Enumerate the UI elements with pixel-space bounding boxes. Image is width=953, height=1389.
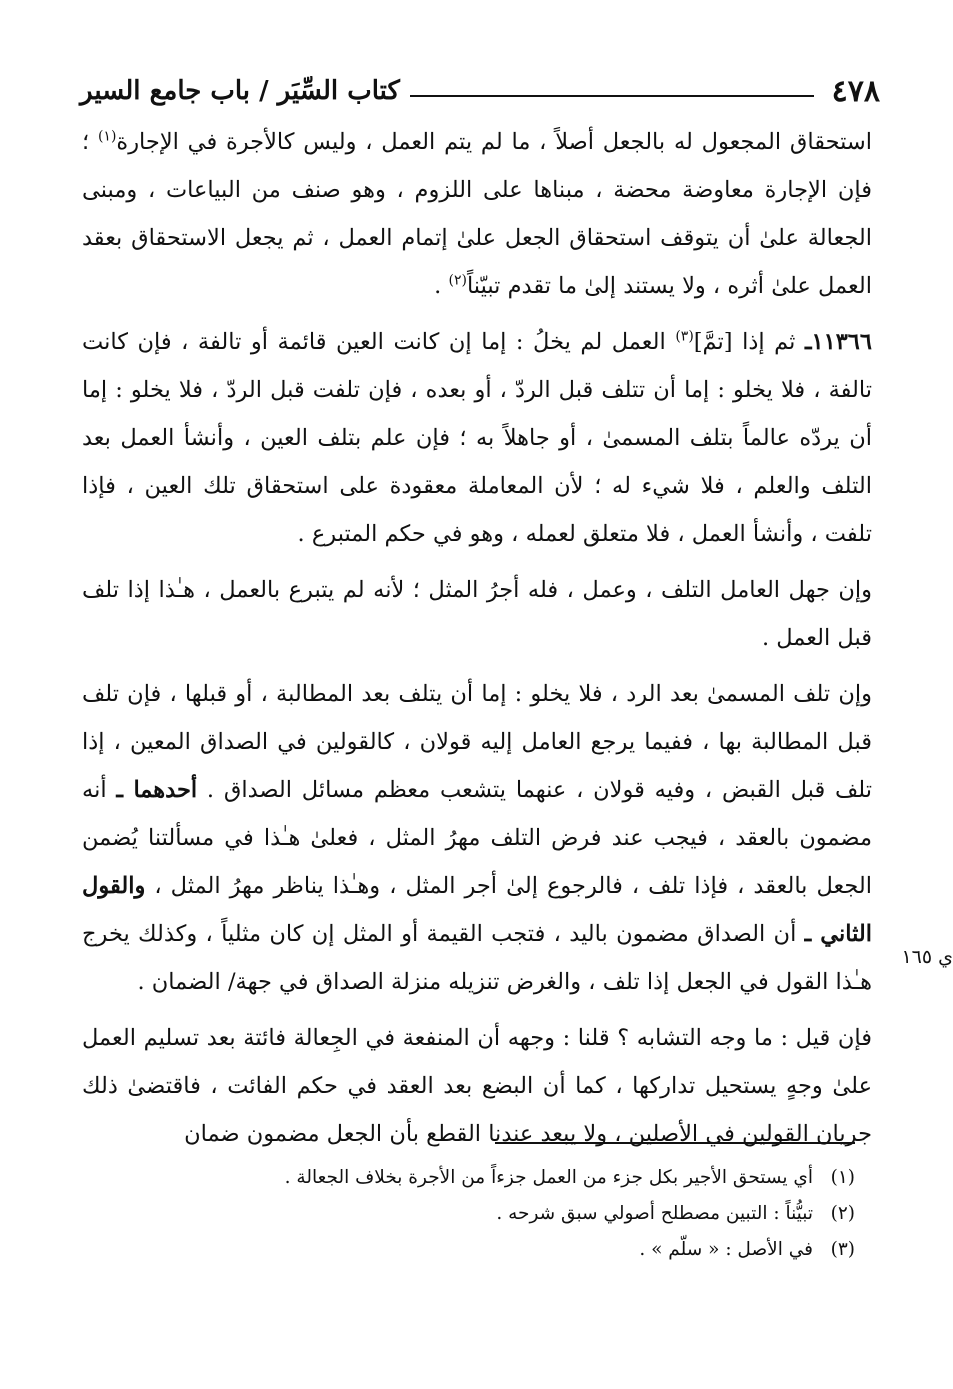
text-run: وإن تلف المسمىٰ بعد الرد ، فلا يخلو : إما أن يتلف بعد المطالبة ، أو قبلها ، فإن تلف قبل المطالبة بها ، ففيما يرجع العامل إليه قولان ، كالقولين في الصداق المعين ، إذا تلف قبل القبض ، وفيه قولان ، عنهما يتشعب معظم مسائل الصداق . [82,681,872,803]
footnote-ref: (٣) [675,328,694,345]
text-run: أنه مضمون بالعقد ، فيجب عند فرض التلف مهرُ المثل ، فعلىٰ هـٰذا في مسألتنا يُضمن الجعل بالعقد ، فإذا تلف ، فالرجوع إلىٰ أجر المثل ، وهـٰذا يناظر مهرُ المثل ، [82,777,872,899]
text-run: ثم إذا [تمَّ] [693,329,805,355]
footnote [155,1232,855,1268]
footnote-text: في الأصل : « سلّم » . [639,1239,813,1260]
page-header [80,68,880,114]
footnote-number: (١) [830,1167,855,1188]
paragraph-2 [82,318,872,558]
text-run: استحقاق المجعول له بالجعل أصلاً ، ما لم يتم العمل ، وليس كالأجرة في الإجارة [116,129,872,155]
text-run: أن الصداق مضمون باليد ، فتجب القيمة أو المثل إن كان مثلياً ، وكذلك يخرج هـٰذا القول في الجعل إذا تلف ، والغرض تنزيله منزلة الصداق في جهة/ الضمان . [82,921,872,995]
paragraph-5 [82,1014,872,1158]
paragraph-1 [82,118,872,310]
footnote [155,1160,855,1196]
footnote-number: (٣) [830,1239,855,1260]
bold-term: أحدهما ـ [116,777,198,803]
running-title: كتاب السِّيَر / باب جامع السير [80,76,400,106]
footnotes [155,1160,855,1268]
main-text [82,118,872,1166]
paragraph-number: ١١٣٦٦ـ [804,329,872,355]
footnote-number: (٢) [830,1203,855,1224]
text-run: فإن قيل : ما وجه التشابه ؟ قلنا : وجهه أن المنفعة في الجِعالة فائتة بعد تسليم العمل علىٰ وجهٍ يستحيل تداركها ، كما أن البضع بعد العقد في حكم الفائت ، فاقتضىٰ ذلك جريان القولين في الأصلين ، ولا يبعد عندنا القطع بأن الجعل مضمون ضمان [82,1025,872,1147]
bold-term: والقول الثاني ـ [82,873,872,947]
footnote-rule [495,1142,855,1144]
margin-note: ي ١٦٥ [901,946,953,968]
paragraph-3 [82,566,872,662]
text-run: العمل لم يخلُ : إما إن كانت العين قائمة أو تالفة ، فإن كانت تالفة ، فلا يخلو : إما أن تتلف قبل الردّ ، أو بعده ، فإن تلفت قبل الردّ ، فلا يخلو : إما أن يردّه عالماً بتلف المسمىٰ ، أو جاهلاً به ؛ فإن علم بتلف العين ، وأنشأ العمل بعد التلف والعلم ، فلا شيء له ؛ لأن المعاملة معقودة على استحقاق تلك العين ، فإذا تلفت ، وأنشأ العمل ، فلا متعلق لعمله ، وهو في حكم المتبرع . [82,329,872,547]
footnote-text: تبيُّناً : التبين مصطلح أصولي سبق شرحه . [496,1203,813,1224]
footnote-ref: (٢) [448,272,467,289]
header-rule [410,95,814,97]
text-run: . [434,273,449,299]
footnote-ref: (١) [97,128,117,145]
page-number: ٤٧٨ [831,73,880,109]
text-run: وإن جهل العامل التلف ، وعمل ، فله أجرُ المثل ؛ لأنه لم يتبرع بالعمل ، هـٰذا إذا تلف قبل العمل . [82,577,872,651]
footnote [155,1196,855,1232]
paragraph-4 [82,670,872,1006]
text-run: ؛ فإن الإجارة معاوضة محضة ، مبناها على اللزوم ، وهو صنف من البياعات ، ومبنى الجعالة علىٰ أن يتوقف استحقاق الجعل علىٰ إتمام العمل ، ثم يجعل الاستحقاق بعقد العمل علىٰ أثره ، ولا يستند إلىٰ ما تقدم تبيّناً [82,129,872,299]
footnote-text: أي يستحق الأجير بكل جزء من العمل جزءاً من الأجرة بخلاف الجعالة . [284,1167,813,1188]
